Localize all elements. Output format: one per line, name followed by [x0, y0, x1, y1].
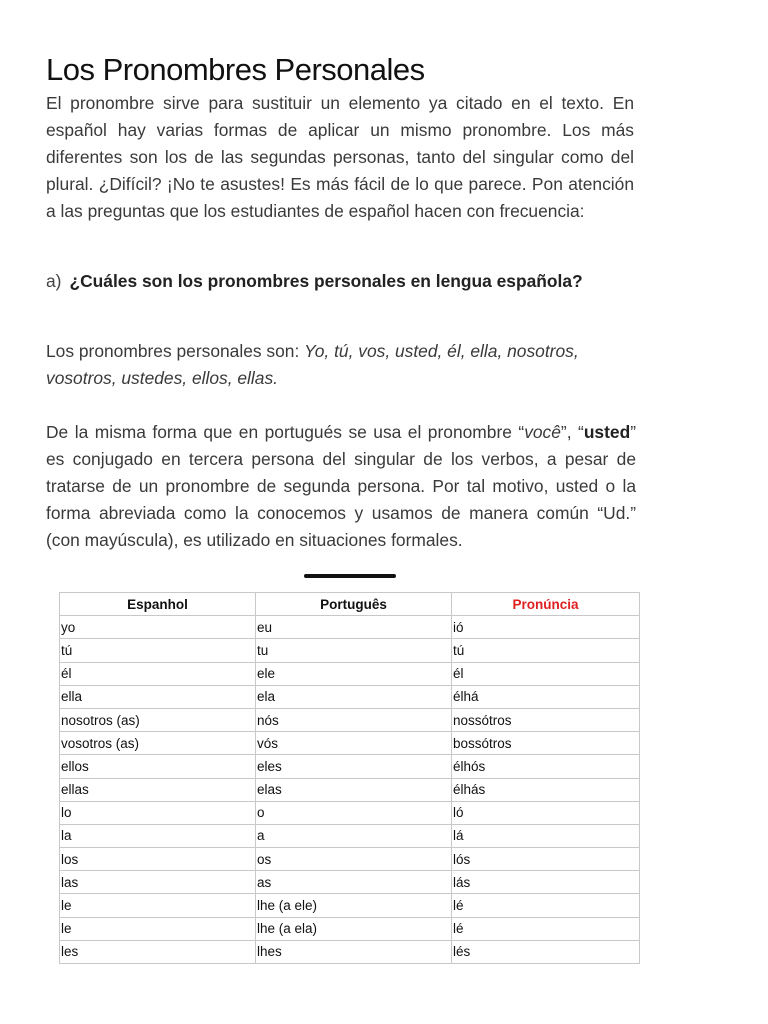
question-text: ¿Cuáles son los pronombres personales en lengua española? — [69, 271, 583, 291]
table-row — [60, 685, 640, 708]
table-header-row — [60, 593, 640, 616]
question-heading — [46, 271, 583, 292]
table-body — [60, 616, 640, 964]
pronouns-list: Yo, tú, vos, usted, él, ella, nosotros, vosotros, ustedes, ellos, ellas. — [46, 341, 579, 388]
cell-espanhol: yo — [60, 616, 256, 639]
cell-pronuncia: él — [452, 662, 640, 685]
table-row — [60, 894, 640, 917]
usted-paragraph — [46, 419, 636, 554]
cell-espanhol: le — [60, 894, 256, 917]
voce-word: você — [524, 422, 561, 442]
cell-portugues: eu — [256, 616, 452, 639]
cell-espanhol: ella — [60, 685, 256, 708]
cell-portugues: tu — [256, 639, 452, 662]
cell-espanhol: ellos — [60, 755, 256, 778]
table-row — [60, 732, 640, 755]
table-row — [60, 778, 640, 801]
cell-portugues: lhe (a ela) — [256, 917, 452, 940]
cell-portugues: elas — [256, 778, 452, 801]
cell-portugues: ela — [256, 685, 452, 708]
cell-portugues: a — [256, 824, 452, 847]
cell-espanhol: la — [60, 824, 256, 847]
header-pronuncia: Pronúncia — [452, 593, 640, 616]
table-row — [60, 708, 640, 731]
table-row — [60, 871, 640, 894]
cell-espanhol: lo — [60, 801, 256, 824]
header-portugues: Português — [256, 593, 452, 616]
cell-portugues: o — [256, 801, 452, 824]
table-row — [60, 662, 640, 685]
cell-pronuncia: élhás — [452, 778, 640, 801]
cell-pronuncia: bossótros — [452, 732, 640, 755]
intro-paragraph: El pronombre sirve para sustituir un elemento ya citado en el texto. En español hay varias formas de aplicar un mismo pronombre. Los más diferentes son los de las segundas personas, tanto del singular como del plural. ¿Difícil? ¡No te asustes! Es más fácil de lo que parece. Pon atención a las preguntas que los estudiantes de español hacen con frecuencia: — [46, 93, 634, 221]
cell-pronuncia: tú — [452, 639, 640, 662]
cell-espanhol: él — [60, 662, 256, 685]
section-divider — [304, 574, 396, 578]
table-row — [60, 755, 640, 778]
usted-part2: ”, “ — [560, 422, 584, 442]
cell-portugues: vós — [256, 732, 452, 755]
table-row — [60, 824, 640, 847]
cell-pronuncia: élhá — [452, 685, 640, 708]
cell-espanhol: los — [60, 848, 256, 871]
usted-part3: ” es conjugado en tercera persona del singular de los verbos, a pesar de tratarse de un pronombre de segunda persona. Por tal motivo, usted o la forma abreviada como la conocemos y usamos de manera común “Ud.” (con mayúscula), es utilizado en situaciones formales. — [46, 422, 636, 550]
usted-word: usted — [583, 422, 631, 442]
cell-espanhol: les — [60, 940, 256, 963]
table-row — [60, 940, 640, 963]
cell-pronuncia: élhós — [452, 755, 640, 778]
header-espanhol: Espanhol — [60, 593, 256, 616]
cell-portugues: nós — [256, 708, 452, 731]
cell-pronuncia: lé — [452, 894, 640, 917]
question-letter: a) — [46, 271, 62, 291]
table-row — [60, 801, 640, 824]
cell-pronuncia: ió — [452, 616, 640, 639]
cell-espanhol: las — [60, 871, 256, 894]
table-row — [60, 639, 640, 662]
pronouns-lead: Los pronombres personales son: — [46, 341, 305, 361]
usted-part1: De la misma forma que en portugués se usa el pronombre “ — [46, 422, 525, 442]
cell-pronuncia: ló — [452, 801, 640, 824]
cell-portugues: os — [256, 848, 452, 871]
cell-pronuncia: nossótros — [452, 708, 640, 731]
cell-pronuncia: lá — [452, 824, 640, 847]
cell-pronuncia: lés — [452, 940, 640, 963]
table-row — [60, 616, 640, 639]
cell-portugues: eles — [256, 755, 452, 778]
cell-espanhol: vosotros (as) — [60, 732, 256, 755]
cell-portugues: lhes — [256, 940, 452, 963]
pronouns-list-paragraph — [46, 338, 638, 392]
cell-espanhol: tú — [60, 639, 256, 662]
cell-pronuncia: lé — [452, 917, 640, 940]
cell-espanhol: ellas — [60, 778, 256, 801]
pronoun-table — [59, 592, 640, 964]
cell-espanhol: le — [60, 917, 256, 940]
cell-espanhol: nosotros (as) — [60, 708, 256, 731]
cell-portugues: lhe (a ele) — [256, 894, 452, 917]
cell-pronuncia: lós — [452, 848, 640, 871]
cell-portugues: as — [256, 871, 452, 894]
page-title: Los Pronombres Personales — [46, 52, 425, 87]
cell-pronuncia: lás — [452, 871, 640, 894]
cell-portugues: ele — [256, 662, 452, 685]
table-row — [60, 848, 640, 871]
table-row — [60, 917, 640, 940]
